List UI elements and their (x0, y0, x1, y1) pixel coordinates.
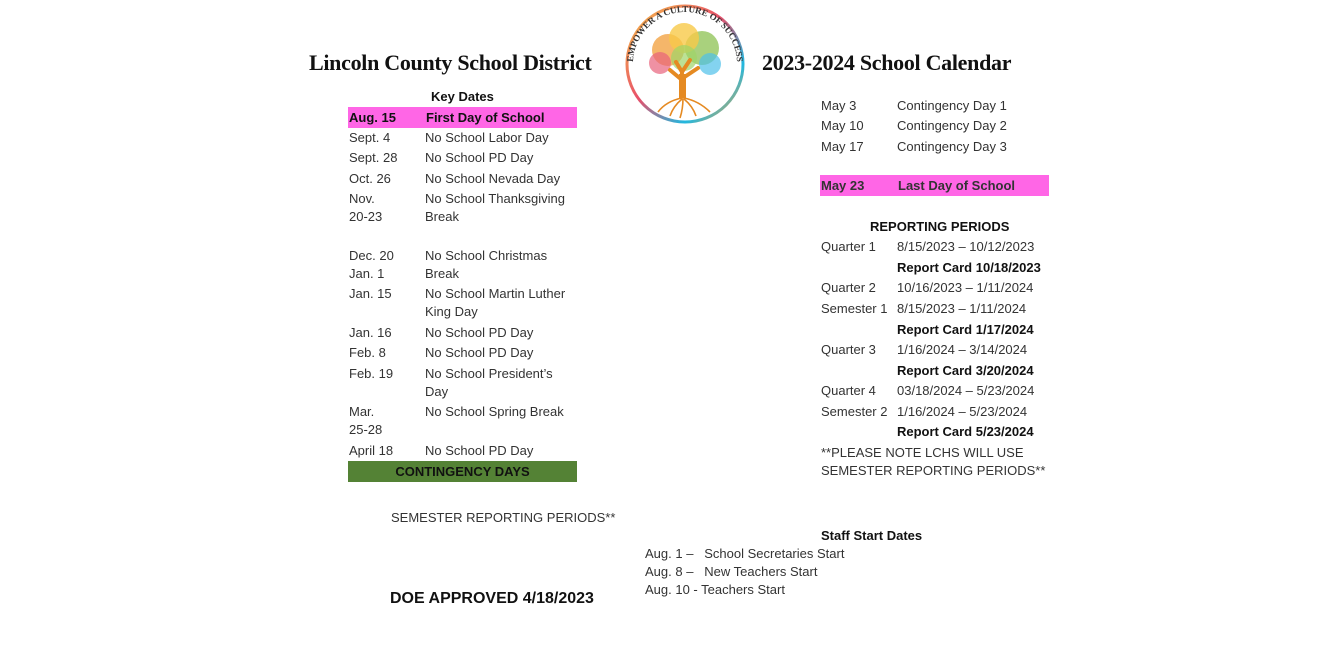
key-date-row (349, 442, 577, 460)
key-date-label: No School Nevada Day (425, 171, 561, 186)
staff-start-row: Aug. 8 – New Teachers Start (645, 564, 818, 579)
key-date-row (349, 149, 577, 167)
key-date-row (349, 190, 577, 226)
reporting-row (821, 300, 1026, 318)
last-day-highlight (820, 175, 1049, 196)
period-range: 8/15/2023 – 10/12/2023 (897, 239, 1035, 254)
key-date-label: No School PD Day (425, 325, 534, 340)
reporting-row (821, 238, 1034, 256)
key-dates-title: Key Dates (431, 89, 494, 104)
period-label: Quarter 1 (821, 239, 876, 254)
contingency-date: May 3 (821, 98, 857, 113)
first-day-label: First Day of School (426, 110, 545, 125)
key-date: Nov. 20-23 (349, 191, 383, 224)
key-date-label: No School Labor Day (425, 130, 549, 145)
key-date-label: No School President’s Day (425, 366, 553, 399)
period-range: 03/18/2024 – 5/23/2024 (897, 383, 1035, 398)
key-date-row (349, 403, 577, 439)
key-date-row (349, 247, 577, 283)
key-date-row (349, 365, 577, 401)
logo-slogan: EMPOWER A CULTURE OF SUCCESS (624, 3, 745, 63)
contingency-row (821, 117, 1007, 135)
key-date-label: No School PD Day (425, 443, 534, 458)
key-date: Mar. 25-28 (349, 404, 383, 437)
key-date: Jan. 16 (349, 325, 392, 340)
left-semester-note: SEMESTER REPORTING PERIODS** (391, 510, 616, 525)
key-date-label: No School Christmas Break (425, 248, 548, 281)
key-date-row (349, 129, 577, 147)
key-date: Dec. 20 Jan. 1 (349, 248, 394, 281)
key-date-label: No School Thanksgiving Break (425, 191, 565, 224)
period-range: 1/16/2024 – 5/23/2024 (897, 404, 1028, 419)
lchs-note-line2: SEMESTER REPORTING PERIODS** (821, 463, 1046, 478)
key-date-label: No School Spring Break (425, 404, 564, 419)
key-date-label: No School PD Day (425, 150, 534, 165)
period-range: 10/16/2023 – 1/11/2024 (897, 280, 1034, 295)
period-label: Quarter 4 (821, 383, 876, 398)
key-date: Feb. 19 (349, 366, 394, 381)
key-date: Sept. 28 (349, 150, 398, 165)
contingency-label: Contingency Day 2 (897, 118, 1007, 133)
district-title: Lincoln County School District (309, 50, 592, 75)
report-card-date: Report Card 5/23/2024 (897, 424, 1034, 439)
key-date-row (349, 285, 577, 321)
lchs-note-line1: **PLEASE NOTE LCHS WILL USE (821, 445, 1024, 460)
last-day-label: Last Day of School (898, 178, 1016, 193)
first-day-date: Aug. 15 (349, 110, 396, 125)
contingency-date: May 17 (821, 139, 864, 154)
reporting-periods-title: REPORTING PERIODS (870, 219, 1010, 234)
doe-approval: DOE APPROVED 4/18/2023 (390, 590, 594, 607)
period-label: Semester 2 (821, 404, 888, 419)
key-date-label: No School PD Day (425, 345, 534, 360)
key-date-label: No School Martin Luther King Day (425, 286, 566, 319)
period-label: Quarter 2 (821, 280, 876, 295)
contingency-label: Contingency Day 3 (897, 139, 1007, 154)
staff-start-title: Staff Start Dates (821, 528, 923, 543)
period-label: Quarter 3 (821, 342, 876, 357)
district-logo (620, 0, 750, 132)
key-date: Jan. 15 (349, 286, 392, 301)
contingency-date: May 10 (821, 118, 864, 133)
staff-start-row: Aug. 10 - Teachers Start (645, 582, 785, 597)
contingency-row (821, 97, 1007, 115)
first-day-highlight (348, 107, 577, 128)
key-date: April 18 (349, 443, 394, 458)
report-card-date: Report Card 1/17/2024 (897, 322, 1034, 337)
key-date-row (349, 324, 577, 342)
tree-icon (649, 23, 721, 118)
reporting-row (821, 403, 1027, 421)
contingency-row (821, 138, 1007, 156)
key-date-row (349, 344, 577, 362)
key-date: Sept. 4 (349, 130, 391, 145)
period-range: 8/15/2023 – 1/11/2024 (897, 301, 1027, 316)
contingency-label: Contingency Day 1 (897, 98, 1007, 113)
period-label: Semester 1 (821, 301, 888, 316)
report-card-date: Report Card 10/18/2023 (897, 260, 1041, 275)
last-day-date: May 23 (821, 178, 865, 193)
reporting-row (821, 279, 1033, 297)
reporting-row (821, 382, 1034, 400)
calendar-title: 2023-2024 School Calendar (762, 50, 1012, 75)
reporting-row (821, 341, 1027, 359)
report-card-date: Report Card 3/20/2024 (897, 363, 1034, 378)
key-date: Feb. 8 (349, 345, 386, 360)
key-date-row (349, 170, 577, 188)
contingency-days-header: CONTINGENCY DAYS (348, 461, 577, 482)
key-date: Oct. 26 (349, 171, 391, 186)
period-range: 1/16/2024 – 3/14/2024 (897, 342, 1028, 357)
staff-start-row: Aug. 1 – School Secretaries Start (645, 546, 845, 561)
